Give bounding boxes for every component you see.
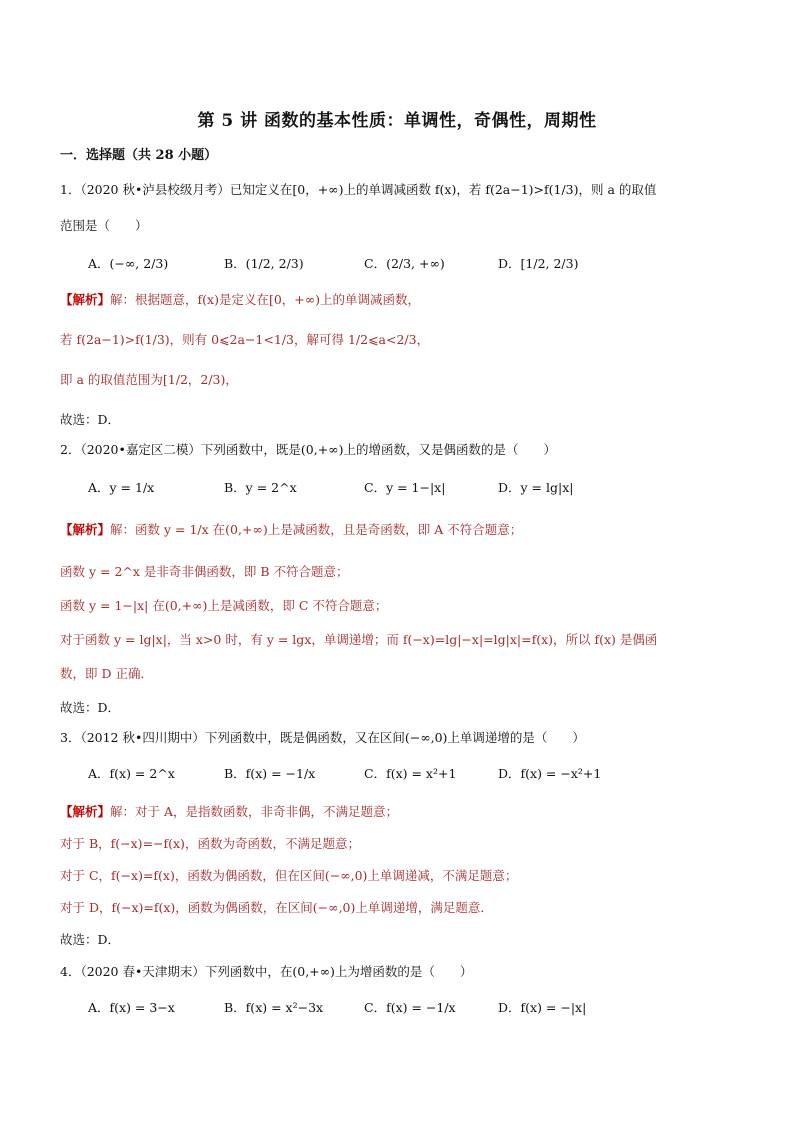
q2-solution-line5: 数，即 D 正确．	[60, 666, 153, 681]
q2-option-c: C．y = 1−|x|	[364, 480, 446, 495]
q2-stem: 2．（2020•嘉定区二模）下列函数中，既是(0,+∞)上的增函数，又是偶函数的是（ ）	[60, 442, 556, 457]
q1-stem-line1: 1．（2020 秋•泸县校级月考）已知定义在[0，+∞)上的单调减函数 f(x)，若 f(2a−1)>f(1/3)，则 a 的取值	[60, 182, 657, 197]
q3-solution-line4: 对于 D，f(−x)=f(x)，函数为偶函数，在区间(−∞,0)上单调递增，满足题意．	[60, 900, 493, 915]
q2-option-d: D．y = lg|x|	[498, 480, 574, 495]
page-title: 第 5 讲 函数的基本性质：单调性，奇偶性，周期性	[197, 111, 597, 131]
q2-solution-line2: 函数 y = 2^x 是非奇非偶函数，即 B 不符合题意；	[60, 564, 349, 579]
q3-solution-line3: 对于 C，f(−x)=f(x)，函数为偶函数，但在区间(−∞,0)上单调递减，不满足题意；	[60, 868, 518, 883]
q4-option-d: D．f(x) = −|x|	[498, 1000, 587, 1015]
q1-option-b: B．(1/2, 2/3)	[224, 256, 304, 271]
q1-solution-line3: 即 a 的取值范围为[1/2，2/3)，	[60, 372, 238, 387]
q4-option-c: C．f(x) = −1/x	[364, 1000, 456, 1015]
q3-solution-text1: 解：对于 A，是指数函数，非奇非偶，不满足题意；	[110, 804, 399, 819]
q2-solution-text1: 解：函数 y = 1/x 在(0,+∞)上是减函数，且是奇函数，即 A 不符合题意；	[110, 522, 523, 537]
q4-stem: 4．（2020 春•天津期末）下列函数中，在(0,+∞)上为增函数的是（ ）	[60, 964, 473, 979]
q3-stem: 3．（2012 秋•四川期中）下列函数中，既是偶函数，又在区间(−∞,0)上单调递增的是（ ）	[60, 730, 585, 745]
q3-answer: 故选：D．	[60, 932, 121, 947]
q2-option-a: A．y = 1/x	[88, 480, 155, 495]
q1-option-a: A．(−∞, 2/3)	[88, 256, 169, 271]
q2-option-b: B．y = 2^x	[224, 480, 297, 495]
q1-option-d: D．[1/2, 2/3)	[498, 256, 579, 271]
q1-solution-tag: 【解析】	[60, 292, 111, 307]
section-heading: 一．选择题（共 28 小题）	[60, 148, 218, 163]
q4-option-a: A．f(x) = 3−x	[88, 1000, 175, 1015]
q1-option-c: C．(2/3, +∞)	[364, 256, 445, 271]
q1-solution-line2: 若 f(2a−1)>f(1/3)，则有 0⩽2a−1<1/3，解可得 1/2⩽a<2/3，	[60, 332, 430, 347]
q1-stem-line2: 范围是（ ）	[60, 218, 148, 233]
q3-solution-tag: 【解析】	[60, 804, 111, 819]
q2-solution-line3: 函数 y = 1−|x| 在(0,+∞)上是减函数，即 C 不符合题意；	[60, 598, 388, 613]
q2-solution-line1	[60, 520, 522, 540]
q2-answer: 故选：D．	[60, 700, 121, 715]
q4-option-b: B．f(x) = x²−3x	[224, 1000, 324, 1015]
q3-option-b: B．f(x) = −1/x	[224, 766, 316, 781]
q1-answer: 故选：D．	[60, 412, 121, 427]
q3-solution-line2: 对于 B，f(−x)=−f(x)，函数为奇函数，不满足题意；	[60, 836, 360, 851]
q2-solution-tag: 【解析】	[60, 522, 111, 537]
q3-solution-line1	[60, 802, 398, 822]
q3-option-a: A．f(x) = 2^x	[88, 766, 175, 781]
q1-solution-text1: 解：根据题意，f(x)是定义在[0，+∞)上的单调减函数，	[110, 292, 421, 307]
q2-solution-line4: 对于函数 y = lg|x|，当 x>0 时，有 y = lgx，单调递增；而 f(−x)=lg|−x|=lg|x|=f(x)，所以 f(x) 是偶函	[60, 632, 658, 647]
q3-option-c: C．f(x) = x²+1	[364, 766, 457, 781]
q1-solution-line1	[60, 290, 420, 310]
q3-option-d: D．f(x) = −x²+1	[498, 766, 602, 781]
